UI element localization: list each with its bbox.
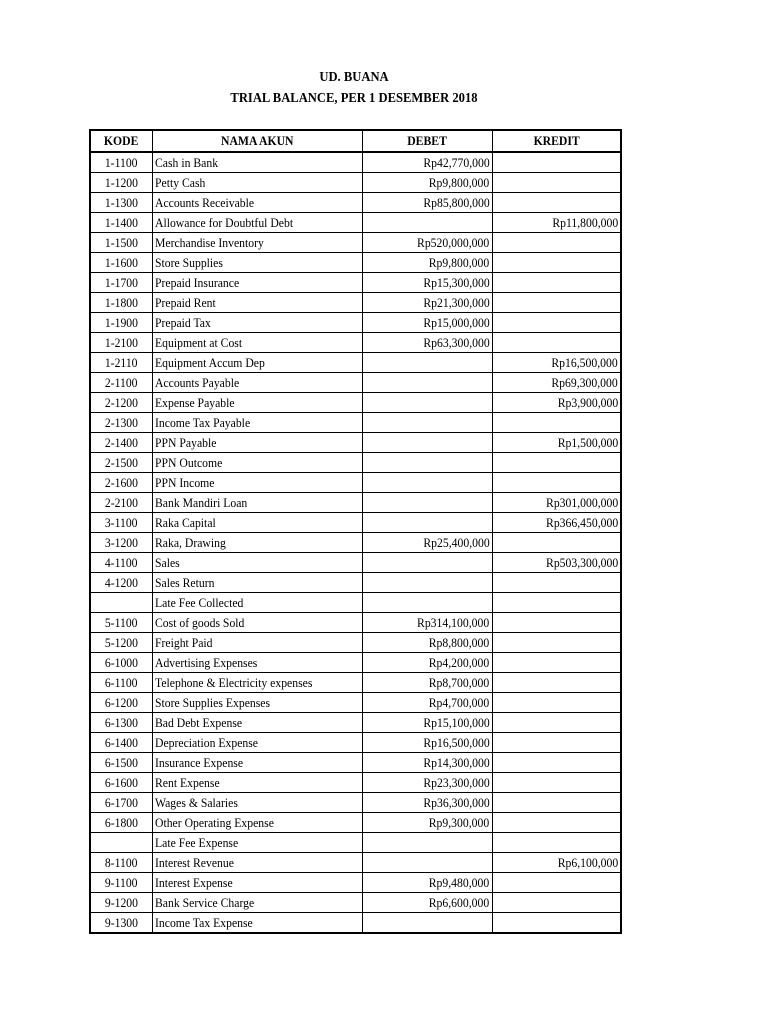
cell-kode: 2-1500 <box>90 453 152 473</box>
table-body <box>90 152 621 933</box>
table-row <box>90 333 621 353</box>
cell-debet: Rp520,000,000 <box>362 233 492 253</box>
cell-kode: 9-1300 <box>90 913 152 934</box>
cell-nama-akun: Equipment at Cost <box>152 333 362 353</box>
cell-kode: 1-2110 <box>90 353 152 373</box>
cell-kode: 9-1100 <box>90 873 152 893</box>
cell-debet: Rp6,600,000 <box>362 893 492 913</box>
cell-nama-akun: Freight Paid <box>152 633 362 653</box>
cell-kredit <box>492 533 621 553</box>
cell-kode: 6-1800 <box>90 813 152 833</box>
cell-nama-akun: Sales Return <box>152 573 362 593</box>
table-row <box>90 673 621 693</box>
cell-kode: 6-1600 <box>90 773 152 793</box>
cell-nama-akun: Equipment Accum Dep <box>152 353 362 373</box>
table-row <box>90 813 621 833</box>
table-row <box>90 152 621 173</box>
cell-debet <box>362 393 492 413</box>
cell-nama-akun: Prepaid Rent <box>152 293 362 313</box>
table-row <box>90 393 621 413</box>
cell-debet: Rp8,700,000 <box>362 673 492 693</box>
cell-kredit <box>492 893 621 913</box>
cell-kredit: Rp69,300,000 <box>492 373 621 393</box>
report-title: TRIAL BALANCE, PER 1 DESEMBER 2018 <box>230 91 478 106</box>
cell-kredit <box>492 873 621 893</box>
cell-debet <box>362 553 492 573</box>
cell-kredit <box>492 152 621 173</box>
table-row <box>90 873 621 893</box>
table-row <box>90 573 621 593</box>
cell-nama-akun: Store Supplies Expenses <box>152 693 362 713</box>
cell-nama-akun: Income Tax Expense <box>152 913 362 934</box>
table-row <box>90 753 621 773</box>
cell-debet: Rp36,300,000 <box>362 793 492 813</box>
cell-nama-akun: Accounts Payable <box>152 373 362 393</box>
cell-nama-akun: Accounts Receivable <box>152 193 362 213</box>
cell-kredit: Rp503,300,000 <box>492 553 621 573</box>
cell-debet <box>362 373 492 393</box>
cell-kode: 6-1500 <box>90 753 152 773</box>
cell-kode: 6-1400 <box>90 733 152 753</box>
cell-debet: Rp21,300,000 <box>362 293 492 313</box>
cell-kredit <box>492 253 621 273</box>
table-row <box>90 313 621 333</box>
cell-kode: 1-1600 <box>90 253 152 273</box>
cell-nama-akun: Wages & Salaries <box>152 793 362 813</box>
cell-kredit <box>492 653 621 673</box>
table-row <box>90 453 621 473</box>
cell-nama-akun: Bank Service Charge <box>152 893 362 913</box>
cell-nama-akun: Interest Expense <box>152 873 362 893</box>
cell-debet <box>362 493 492 513</box>
table-row <box>90 833 621 853</box>
cell-kode: 1-1900 <box>90 313 152 333</box>
cell-debet <box>362 413 492 433</box>
cell-kode: 2-1100 <box>90 373 152 393</box>
table-row <box>90 233 621 253</box>
cell-kredit <box>492 453 621 473</box>
cell-kredit <box>492 733 621 753</box>
cell-nama-akun: Income Tax Payable <box>152 413 362 433</box>
table-row <box>90 593 621 613</box>
cell-nama-akun: Raka Capital <box>152 513 362 533</box>
cell-kredit <box>492 773 621 793</box>
table-row <box>90 213 621 233</box>
cell-kredit <box>492 633 621 653</box>
cell-kredit: Rp16,500,000 <box>492 353 621 373</box>
table-row <box>90 473 621 493</box>
table-row <box>90 433 621 453</box>
cell-kode: 1-1700 <box>90 273 152 293</box>
table-row <box>90 913 621 934</box>
cell-kredit <box>492 613 621 633</box>
cell-kredit: Rp3,900,000 <box>492 393 621 413</box>
table-row <box>90 733 621 753</box>
cell-kredit <box>492 573 621 593</box>
cell-nama-akun: Cash in Bank <box>152 152 362 173</box>
cell-kode: 2-1600 <box>90 473 152 493</box>
cell-kredit <box>492 233 621 253</box>
cell-kredit <box>492 753 621 773</box>
cell-nama-akun: PPN Payable <box>152 433 362 453</box>
cell-nama-akun: Store Supplies <box>152 253 362 273</box>
cell-nama-akun: Other Operating Expense <box>152 813 362 833</box>
cell-debet: Rp15,100,000 <box>362 713 492 733</box>
table-row <box>90 633 621 653</box>
cell-debet <box>362 593 492 613</box>
cell-kredit <box>492 473 621 493</box>
cell-debet: Rp85,800,000 <box>362 193 492 213</box>
cell-debet <box>362 433 492 453</box>
table-row <box>90 273 621 293</box>
cell-kode: 1-2100 <box>90 333 152 353</box>
cell-kredit <box>492 693 621 713</box>
cell-debet: Rp9,300,000 <box>362 813 492 833</box>
cell-kredit <box>492 833 621 853</box>
cell-debet: Rp16,500,000 <box>362 733 492 753</box>
cell-kredit <box>492 313 621 333</box>
cell-kode: 1-1300 <box>90 193 152 213</box>
table-row <box>90 513 621 533</box>
cell-debet <box>362 453 492 473</box>
cell-kredit <box>492 193 621 213</box>
cell-nama-akun: Telephone & Electricity expenses <box>152 673 362 693</box>
cell-debet <box>362 473 492 493</box>
cell-kode: 2-2100 <box>90 493 152 513</box>
cell-kode: 6-1100 <box>90 673 152 693</box>
cell-kredit <box>492 273 621 293</box>
cell-debet <box>362 213 492 233</box>
cell-kredit <box>492 413 621 433</box>
cell-debet: Rp14,300,000 <box>362 753 492 773</box>
cell-kode: 1-1100 <box>90 152 152 173</box>
cell-kode: 4-1200 <box>90 573 152 593</box>
cell-kode: 1-1500 <box>90 233 152 253</box>
cell-kredit <box>492 333 621 353</box>
cell-kredit <box>492 813 621 833</box>
cell-kredit <box>492 173 621 193</box>
cell-kredit <box>492 913 621 934</box>
cell-nama-akun: Bank Mandiri Loan <box>152 493 362 513</box>
cell-debet: Rp4,700,000 <box>362 693 492 713</box>
cell-debet: Rp63,300,000 <box>362 333 492 353</box>
table-row <box>90 413 621 433</box>
header-debet: DEBET <box>362 130 492 152</box>
cell-nama-akun: Prepaid Insurance <box>152 273 362 293</box>
cell-kode: 6-1000 <box>90 653 152 673</box>
cell-nama-akun: Late Fee Expense <box>152 833 362 853</box>
cell-nama-akun: Petty Cash <box>152 173 362 193</box>
cell-nama-akun: Bad Debt Expense <box>152 713 362 733</box>
cell-debet <box>362 853 492 873</box>
cell-kode: 2-1200 <box>90 393 152 413</box>
cell-kredit: Rp11,800,000 <box>492 213 621 233</box>
trial-balance-table <box>89 129 622 934</box>
cell-kode <box>90 833 152 853</box>
cell-nama-akun: PPN Outcome <box>152 453 362 473</box>
table-row <box>90 193 621 213</box>
cell-debet: Rp314,100,000 <box>362 613 492 633</box>
cell-kode: 6-1700 <box>90 793 152 813</box>
cell-nama-akun: Interest Revenue <box>152 853 362 873</box>
table-row <box>90 253 621 273</box>
cell-kredit: Rp301,000,000 <box>492 493 621 513</box>
cell-kode: 9-1200 <box>90 893 152 913</box>
cell-debet <box>362 573 492 593</box>
cell-nama-akun: Rent Expense <box>152 773 362 793</box>
cell-kredit <box>492 673 621 693</box>
cell-nama-akun: Cost of goods Sold <box>152 613 362 633</box>
company-name: UD. BUANA <box>319 70 389 85</box>
cell-kredit: Rp6,100,000 <box>492 853 621 873</box>
table-row <box>90 293 621 313</box>
table-row <box>90 893 621 913</box>
cell-kode: 3-1200 <box>90 533 152 553</box>
header-kode: KODE <box>90 130 152 152</box>
table-row <box>90 693 621 713</box>
cell-kode: 5-1100 <box>90 613 152 633</box>
cell-debet: Rp23,300,000 <box>362 773 492 793</box>
cell-debet: Rp9,800,000 <box>362 253 492 273</box>
table-row <box>90 373 621 393</box>
header-nama-akun: NAMA AKUN <box>152 130 362 152</box>
cell-kode: 6-1300 <box>90 713 152 733</box>
cell-kode: 5-1200 <box>90 633 152 653</box>
cell-debet: Rp25,400,000 <box>362 533 492 553</box>
cell-debet: Rp9,480,000 <box>362 873 492 893</box>
cell-kode: 6-1200 <box>90 693 152 713</box>
cell-nama-akun: Advertising Expenses <box>152 653 362 673</box>
cell-debet <box>362 913 492 934</box>
table-row <box>90 613 621 633</box>
cell-nama-akun: Allowance for Doubtful Debt <box>152 213 362 233</box>
cell-nama-akun: Prepaid Tax <box>152 313 362 333</box>
cell-nama-akun: Late Fee Collected <box>152 593 362 613</box>
cell-debet: Rp4,200,000 <box>362 653 492 673</box>
cell-debet: Rp42,770,000 <box>362 152 492 173</box>
cell-kredit <box>492 793 621 813</box>
cell-debet <box>362 353 492 373</box>
table-row <box>90 353 621 373</box>
cell-kredit <box>492 713 621 733</box>
cell-kredit: Rp366,450,000 <box>492 513 621 533</box>
table-row <box>90 773 621 793</box>
header-kredit: KREDIT <box>492 130 621 152</box>
cell-kode: 3-1100 <box>90 513 152 533</box>
cell-debet: Rp15,000,000 <box>362 313 492 333</box>
cell-debet <box>362 513 492 533</box>
cell-kode: 1-1800 <box>90 293 152 313</box>
cell-kode: 4-1100 <box>90 553 152 573</box>
cell-kredit <box>492 593 621 613</box>
cell-debet: Rp15,300,000 <box>362 273 492 293</box>
cell-kode: 2-1300 <box>90 413 152 433</box>
cell-nama-akun: Raka, Drawing <box>152 533 362 553</box>
cell-kredit <box>492 293 621 313</box>
cell-debet <box>362 833 492 853</box>
cell-kode: 8-1100 <box>90 853 152 873</box>
table-row <box>90 553 621 573</box>
cell-nama-akun: Depreciation Expense <box>152 733 362 753</box>
cell-kode <box>90 593 152 613</box>
cell-nama-akun: Insurance Expense <box>152 753 362 773</box>
table-row <box>90 493 621 513</box>
table-row <box>90 173 621 193</box>
table-row <box>90 653 621 673</box>
cell-nama-akun: PPN Income <box>152 473 362 493</box>
cell-kredit: Rp1,500,000 <box>492 433 621 453</box>
table-row <box>90 533 621 553</box>
table-row <box>90 853 621 873</box>
cell-debet: Rp9,800,000 <box>362 173 492 193</box>
cell-debet: Rp8,800,000 <box>362 633 492 653</box>
table-row <box>90 713 621 733</box>
cell-nama-akun: Expense Payable <box>152 393 362 413</box>
table-header-row <box>90 130 621 152</box>
cell-kode: 2-1400 <box>90 433 152 453</box>
cell-nama-akun: Sales <box>152 553 362 573</box>
cell-kode: 1-1400 <box>90 213 152 233</box>
cell-nama-akun: Merchandise Inventory <box>152 233 362 253</box>
table-row <box>90 793 621 813</box>
cell-kode: 1-1200 <box>90 173 152 193</box>
